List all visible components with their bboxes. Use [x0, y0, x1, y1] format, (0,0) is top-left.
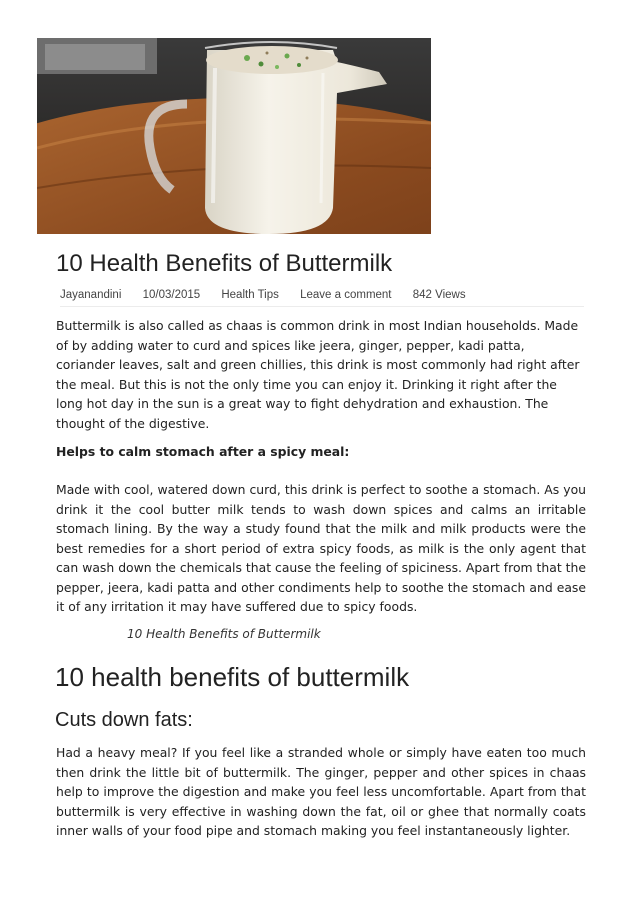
- image-caption: 10 Health Benefits of Buttermilk: [127, 627, 321, 641]
- intro-paragraph: Buttermilk is also called as chaas is common drink in most Indian households. Made of by adding water to curd and spices like jeera, ginger, pepper, kadi patta, coriander leaves, salt and green chillies, this drink is most commonly had right after the meal. But this is not the only time you can enjoy it. Drinking it right after the long hot day in the sun is a great way to fight dehydration and exhaustion. The thought of the digestive.: [56, 318, 580, 431]
- spicy-meal-paragraph: Made with cool, watered down curd, this drink is perfect to soothe a stomach. As you drink it the cool butter milk tends to wash down spices and calms an irritable stomach lining. By the way a study found that the milk and milk products were the best remedies for a short period of extra spicy foods, as milk is the only agent that can wash down the chemicals that cause the feeling of spiciness. Apart from that the pepper, jeera, kadi patta and other condiments help to soothe the stomach and ease it of any irritation it may have suffered due to spicy foods.: [56, 482, 586, 614]
- section-subheading: Cuts down fats:: [55, 709, 193, 731]
- category-link[interactable]: Health Tips: [221, 289, 279, 301]
- comment-link[interactable]: Leave a comment: [300, 289, 392, 301]
- section-heading: 10 health benefits of buttermilk: [55, 662, 410, 692]
- post-date: 10/03/2015: [142, 289, 201, 301]
- article-meta: [60, 289, 584, 307]
- cuts-fats-paragraph: Had a heavy meal? If you feel like a stranded whole or simply have eaten too much then drink the little bit of buttermilk. The ginger, pepper and other spices in chaas help to improve the digestion and make you feel less uncomfortable. Apart from that buttermilk is very effective in washing down the fat, oil or ghee that normally coats inner walls of your food pipe and stomach making you feel instantaneously lighter.: [56, 745, 586, 838]
- article-title: 10 Health Benefits of Buttermilk: [56, 250, 393, 277]
- hero-image: [37, 38, 431, 234]
- views-count: 842 Views: [412, 289, 466, 301]
- author-link[interactable]: Jayanandini: [60, 289, 122, 301]
- subheading-spicy-meal: Helps to calm stomach after a spicy meal:: [56, 444, 350, 459]
